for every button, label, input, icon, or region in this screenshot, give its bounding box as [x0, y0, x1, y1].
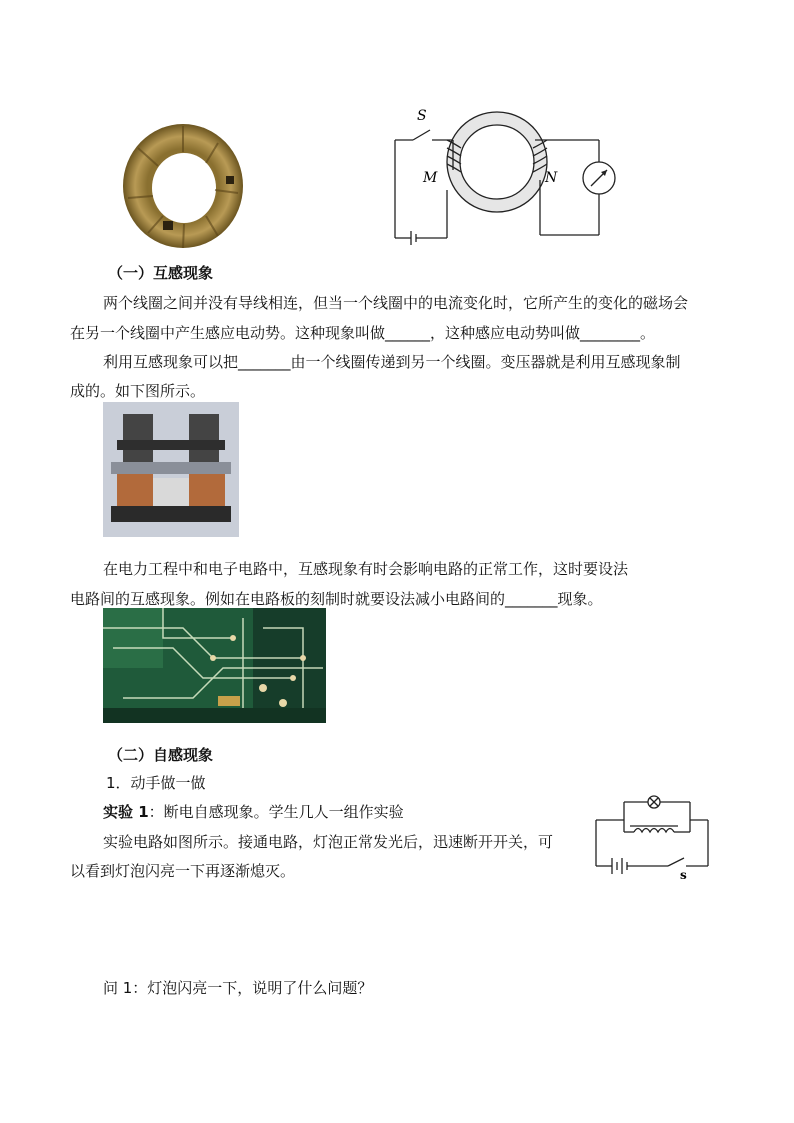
- section1-heading: （一）互感现象: [108, 264, 214, 282]
- section1-p2-line2: 成的。如下图所示。: [70, 382, 206, 400]
- experiment1-line: [103, 801, 404, 823]
- section2-desc-line1: 实验电路如图所示。接通电路，灯泡正常发光后，迅速断开开关，可: [103, 833, 554, 851]
- switch-s-label: s: [680, 868, 687, 880]
- experiment1-text: ：断电自感现象。学生几人一组作实验: [148, 803, 404, 821]
- section1-p3-line1: 在电力工程中和电子电路中，互感现象有时会影响电路的正常工作，这时要设法: [103, 560, 629, 578]
- self-induction-circuit: [590, 790, 712, 880]
- section2-heading: （二）自感现象: [108, 746, 214, 764]
- section1-p3-line2: 电路间的互感现象。例如在电路板的刻制时就要设法减小电路间的_______现象。: [70, 590, 603, 608]
- transformer-photo: [103, 402, 239, 537]
- section1-p1-line2: 在另一个线圈中产生感应电动势。这种现象叫做______，这种感应电动势叫做________。: [70, 324, 656, 342]
- circuit-board-photo: [103, 608, 326, 723]
- section2-desc-line2: 以看到灯泡闪亮一下再逐渐熄灭。: [70, 862, 296, 880]
- section1-p1-line1: 两个线圈之间并没有导线相连，但当一个线圈中的电流变化时，它所产生的变化的磁场会: [103, 294, 689, 312]
- question1: 问 1：灯泡闪亮一下，说明了什么问题？: [103, 979, 373, 997]
- switch-label: S: [417, 108, 427, 124]
- coil-n-label: N: [545, 170, 558, 186]
- section1-p2-line1: 利用互感现象可以把_______由一个线圈传递到另一个线圈。变压器就是利用互感现象制: [103, 353, 681, 371]
- coil-m-label: M: [423, 170, 438, 186]
- toroid-coil-photo: [118, 118, 248, 253]
- mutual-induction-circuit: [385, 100, 625, 250]
- experiment1-label: 实验 1: [103, 803, 149, 821]
- section2-item1: 1．动手做一做: [106, 774, 206, 792]
